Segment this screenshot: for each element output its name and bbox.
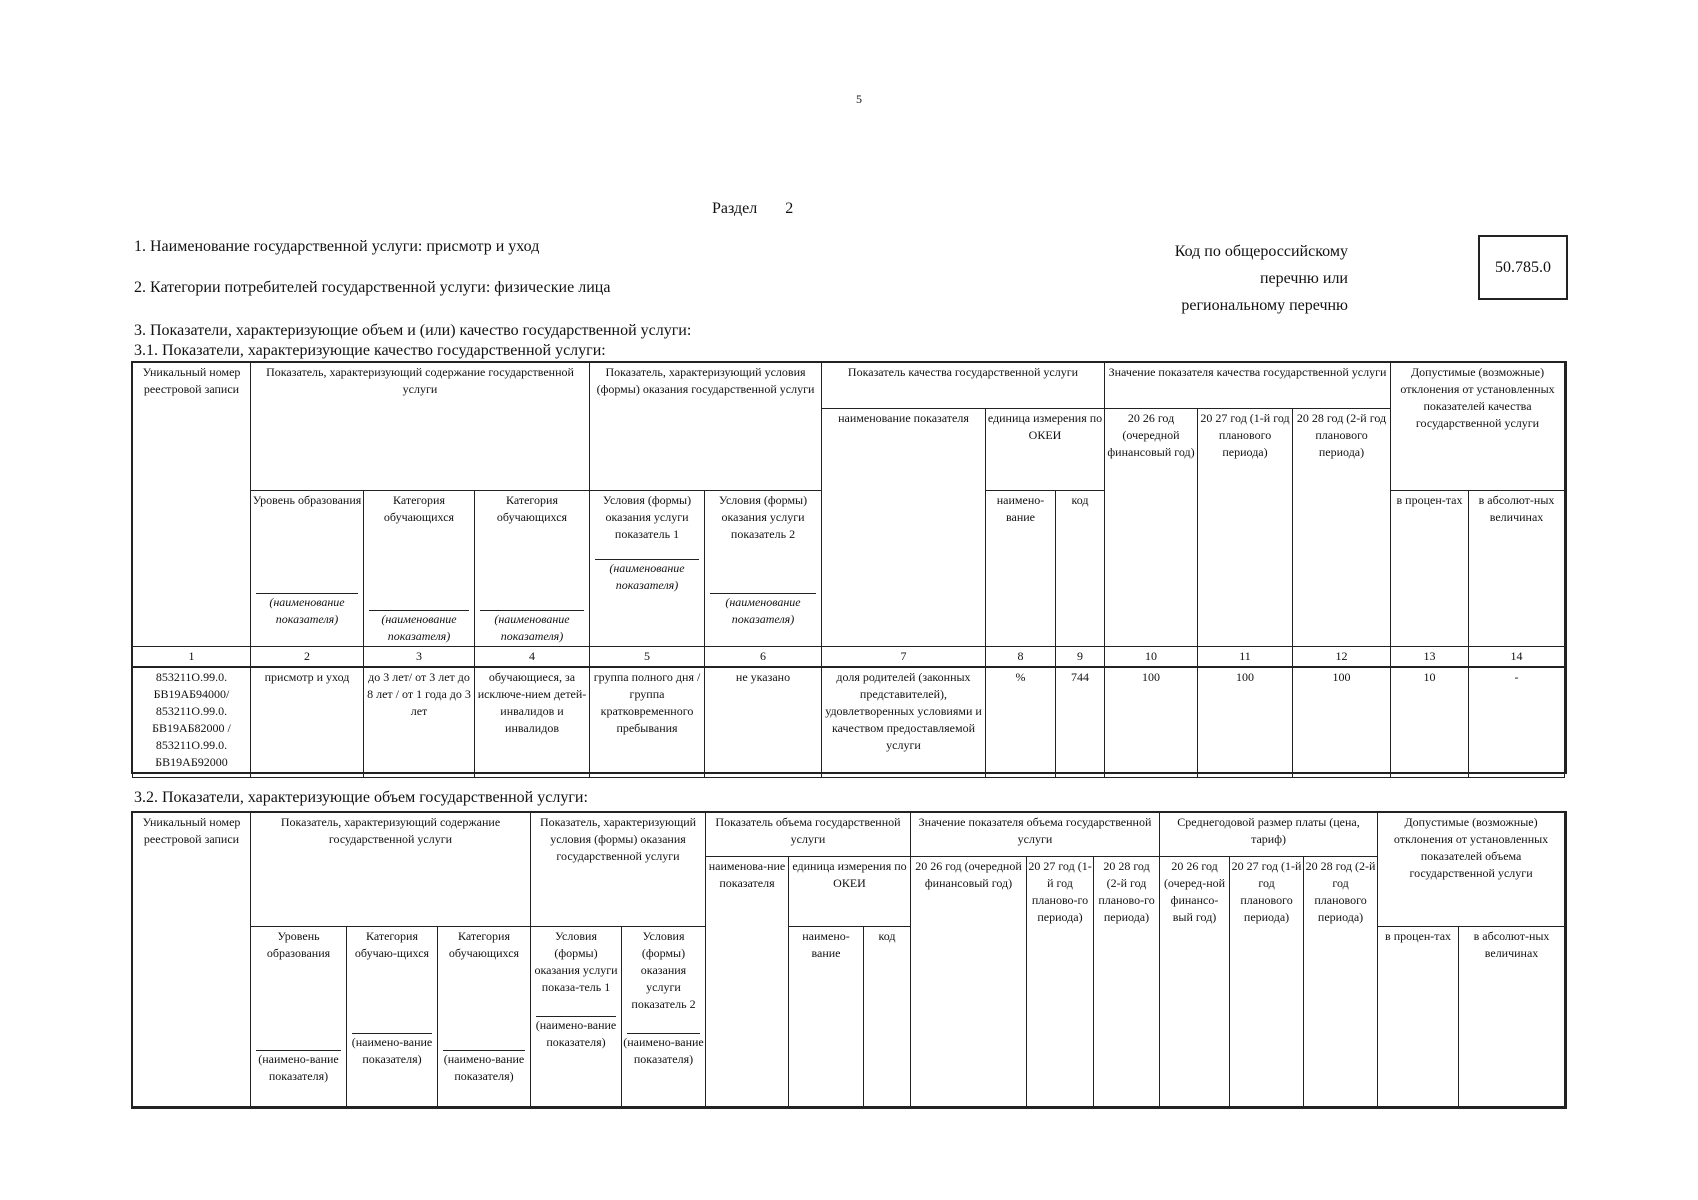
col-number: 13 [1391, 647, 1469, 668]
col-price-year1-header: 20 26 год (очеред-ной финансо-вый год) [1160, 857, 1230, 1107]
registry-code-box: 50.785.0 [1478, 235, 1568, 300]
col-number: 7 [822, 647, 986, 668]
sub-header-title: Условия (формы) оказания услуги показатель 1 [602, 493, 692, 541]
deviation-percent-cell: 10 [1391, 667, 1469, 777]
col-volume-year3-header: 20 28 год (2-й год планово-го периода) [1094, 857, 1160, 1107]
deviation-absolute-cell: - [1469, 667, 1565, 777]
col-volume-header: Показатель объема государственной услуги [706, 813, 911, 857]
sub-header-note: (наимено-вание показателя) [258, 1052, 339, 1083]
year2-value-cell: 100 [1198, 667, 1293, 777]
condition-2-cell: не указано [705, 667, 822, 777]
registry-number-cell: 853211О.99.0. БВ19АБ94000/ 853211О.99.0. БВ19АБ82000 / 853211О.99.0. БВ19АБ92000 [133, 667, 251, 777]
col-indicator-name-header: наименование показателя [822, 409, 986, 647]
sub-header-title: Уровень образования [266, 929, 331, 960]
sub-header-cell [438, 927, 531, 1107]
deviation-percent-header: в процен-тах [1378, 927, 1459, 1107]
col-number: 2 [251, 647, 364, 668]
sub-header-cell [622, 927, 706, 1107]
sub-header-note: (наимено-вание показателя) [623, 1035, 704, 1066]
student-category-cell-2: обучающиеся, за исключе-нием детей-инвалидов и инвалидов [475, 667, 590, 777]
deviation-absolute-header: в абсолют-ных величинах [1459, 927, 1565, 1107]
col-volume-year2-header: 20 27 год (1-й год планово-го периода) [1027, 857, 1094, 1107]
col-value-header: Значение показателя качества государственной услуги [1105, 363, 1391, 409]
year3-value-cell: 100 [1293, 667, 1391, 777]
sub-header-note: (наименование показателя) [381, 612, 457, 643]
col-unique-number-header: Уникальный номер реестровой записи [133, 363, 251, 647]
unit-code-header: код [864, 927, 911, 1107]
col-conditions-header: Показатель, характеризующий условия (формы) оказания государственной услуги [590, 363, 822, 491]
condition-1-cell: группа полного дня / группа кратковременного пребывания [590, 667, 705, 777]
sub-header-cell [364, 491, 475, 647]
sub-header-cell [475, 491, 590, 647]
col-conditions-header: Показатель, характеризующий условия (формы) оказания государственной услуги [531, 813, 706, 927]
col-number: 4 [475, 647, 590, 668]
sub-header-title: Категория обучаю-щихся [354, 929, 430, 960]
quality-table [132, 362, 1565, 778]
col-content-header: Показатель, характеризующий содержание государственной услуги [251, 363, 590, 491]
sub-header-note: (наимено-вание показателя) [535, 1018, 617, 1049]
education-level-cell: присмотр и уход [251, 667, 364, 777]
col-year3-header: 20 28 год (2-й год планового периода) [1293, 409, 1391, 647]
consumer-category-line: 2. Категории потребителей государственной услуги: физические лица [134, 279, 611, 296]
page-number: 5 [856, 92, 862, 106]
deviation-percent-header: в процен-тах [1391, 491, 1469, 647]
sub-header-note: (наименование показателя) [725, 595, 801, 626]
sub-header-cell [705, 491, 822, 647]
registry-code-label [1175, 238, 1348, 319]
col-number: 9 [1056, 647, 1105, 668]
sub-header-note: (наименование показателя) [494, 612, 570, 643]
col-volume-year1-header: 20 26 год (очередной финансовый год) [911, 857, 1027, 1107]
col-price-year2-header: 20 27 год (1-й год планового периода) [1230, 857, 1304, 1107]
col-indicator-name-header: наименова-ние показателя [706, 857, 789, 1107]
sub-header-cell [531, 927, 622, 1107]
sub-header-title: Категория обучающихся [496, 493, 568, 524]
indicator-name-cell: доля родителей (законных представителей), удовлетворенных условиями и качеством предоставляемой услуги [822, 667, 986, 777]
sub-header-note: (наименование показателя) [269, 595, 345, 626]
registry-code-label-3: региональному перечню [1181, 297, 1348, 314]
col-content-header: Показатель, характеризующий содержание государственной услуги [251, 813, 531, 927]
col-unit-header: единица измерения по ОКЕИ [789, 857, 911, 927]
sub-header-note: (наимено-вание показателя) [443, 1052, 525, 1083]
col-number: 5 [590, 647, 705, 668]
sub-header-title: Категория обучающихся [448, 929, 520, 960]
col-deviation-header: Допустимые (возможные) отклонения от установленных показателей объема государственной услуги [1378, 813, 1565, 927]
col-unique-number-header: Уникальный номер реестровой записи [133, 813, 251, 1107]
col-unit-header: единица измерения по ОКЕИ [986, 409, 1105, 491]
unit-name-header: наимено-вание [986, 491, 1056, 647]
registry-code-label-1: Код по общероссийскому [1174, 243, 1348, 260]
unit-name-cell: % [986, 667, 1056, 777]
section-number: 2 [785, 200, 794, 217]
col-number: 1 [133, 647, 251, 668]
sub-header-note: (наимено-вание показателя) [351, 1035, 433, 1066]
col-value-header: Значение показателя объема государственной услуги [911, 813, 1160, 857]
sub-header-title: Условия (формы) оказания услуги показатель 2 [631, 929, 696, 1011]
col-deviation-header: Допустимые (возможные) отклонения от установленных показателей качества государственной услуги [1391, 363, 1565, 491]
col-price-year3-header: 20 28 год (2-й год планового периода) [1304, 857, 1378, 1107]
registry-code-label-2: перечню или [1259, 270, 1348, 287]
col-number: 6 [705, 647, 822, 668]
unit-name-header: наимено-вание [789, 927, 864, 1107]
sub-header-cell [251, 927, 347, 1107]
col-year1-header: 20 26 год (очередной финансовый год) [1105, 409, 1198, 647]
sub-header-title: Условия (формы) оказания услуги показатель 2 [718, 493, 808, 541]
col-number: 12 [1293, 647, 1391, 668]
sub-header-title: Категория обучающихся [383, 493, 455, 524]
col-number: 11 [1198, 647, 1293, 668]
col-quality-header: Показатель качества государственной услуги [822, 363, 1105, 409]
col-price-header: Среднегодовой размер платы (цена, тариф) [1160, 813, 1378, 857]
student-category-cell: до 3 лет/ от 3 лет до 8 лет / от 1 года до 3 лет [364, 667, 475, 777]
service-name-line: 1. Наименование государственной услуги: присмотр и уход [134, 238, 540, 255]
unit-code-cell: 744 [1056, 667, 1105, 777]
unit-code-header: код [1056, 491, 1105, 647]
indicators-line: 3. Показатели, характеризующие объем и (или) качество государственной услуги: [134, 322, 692, 339]
sub-header-cell [347, 927, 438, 1107]
col-number: 3 [364, 647, 475, 668]
sub-header-title: Уровень образования [252, 493, 362, 507]
col-year2-header: 20 27 год (1-й год планового периода) [1198, 409, 1293, 647]
section-heading [712, 200, 793, 218]
col-number: 10 [1105, 647, 1198, 668]
sub-header-note: (наименование показателя) [609, 561, 685, 592]
quality-indicators-line: 3.1. Показатели, характеризующие качество государственной услуги: [134, 342, 606, 359]
sub-header-title: Условия (формы) оказания услуги показа-тель 1 [534, 929, 618, 994]
deviation-absolute-header: в абсолют-ных величинах [1469, 491, 1565, 647]
sub-header-cell [251, 491, 364, 647]
col-number: 14 [1469, 647, 1565, 668]
col-number: 8 [986, 647, 1056, 668]
volume-table [132, 812, 1565, 1107]
sub-header-cell [590, 491, 705, 647]
section-label: Раздел [712, 200, 758, 217]
volume-indicators-line: 3.2. Показатели, характеризующие объем государственной услуги: [134, 789, 588, 806]
year1-value-cell: 100 [1105, 667, 1198, 777]
